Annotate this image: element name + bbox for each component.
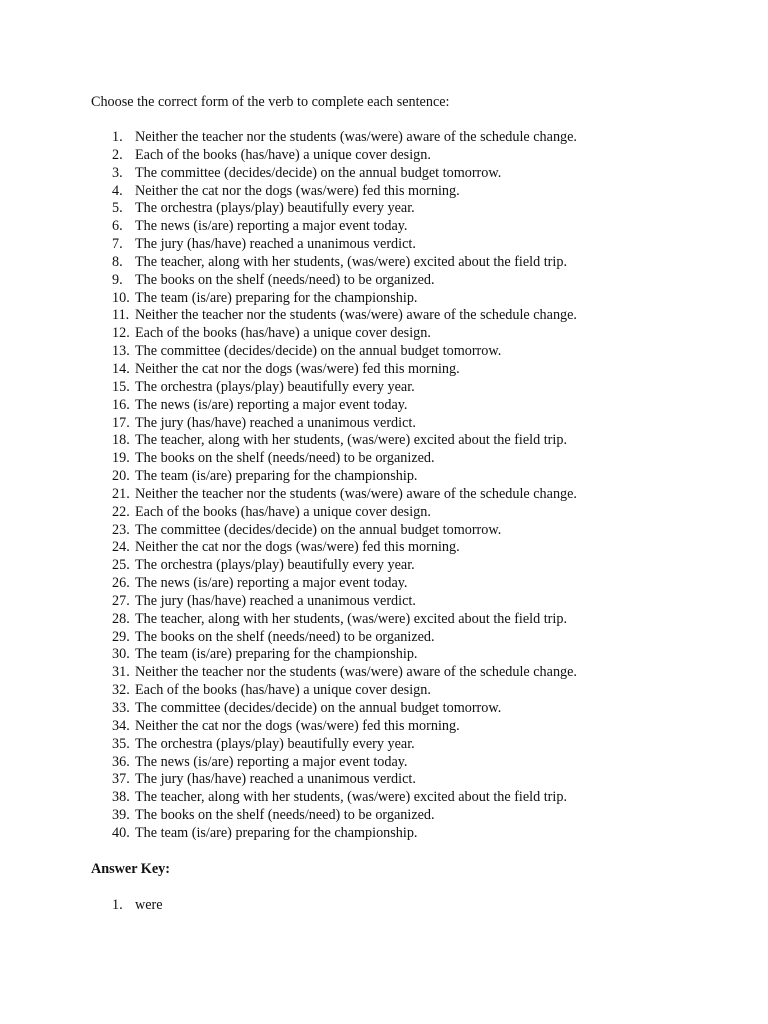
question-item-text: The books on the shelf (needs/need) to be organized. <box>135 271 435 288</box>
question-item-number-label: 34. <box>112 717 130 734</box>
question-item <box>91 504 577 522</box>
question-item <box>91 754 577 772</box>
question-item <box>91 147 577 165</box>
question-item <box>91 379 577 397</box>
question-item-number-label: 4. <box>112 182 123 199</box>
question-item <box>91 450 577 468</box>
question-item <box>91 486 577 504</box>
question-item-number-label: 19. <box>112 450 130 467</box>
question-item-number-label: 28. <box>112 610 130 627</box>
question-list <box>91 129 577 843</box>
question-item-number <box>91 218 135 236</box>
question-item-text: The orchestra (plays/play) beautifully every year. <box>135 735 415 752</box>
question-item-text: The orchestra (plays/play) beautifully every year. <box>135 200 415 217</box>
question-item-number-label: 31. <box>112 664 130 681</box>
question-item-text: Neither the cat nor the dogs (was/were) fed this morning. <box>135 360 460 377</box>
question-item <box>91 664 577 682</box>
question-item <box>91 236 577 254</box>
question-item-number-label: 13. <box>112 343 130 360</box>
question-item-number-label: 15. <box>112 378 130 395</box>
question-item-number-label: 40. <box>112 824 130 841</box>
question-item-text: The committee (decides/decide) on the annual budget tomorrow. <box>135 164 502 181</box>
question-item-text: The books on the shelf (needs/need) to be organized. <box>135 450 435 467</box>
question-item-number <box>91 415 135 433</box>
question-item-number-label: 37. <box>112 771 130 788</box>
question-item-number-label: 27. <box>112 592 130 609</box>
question-item-number <box>91 254 135 272</box>
question-item-number <box>91 825 135 843</box>
question-item-number <box>91 325 135 343</box>
question-item-number <box>91 200 135 218</box>
question-item <box>91 343 577 361</box>
question-item <box>91 183 577 201</box>
question-item-text: Neither the teacher nor the students (was/were) aware of the schedule change. <box>135 129 577 145</box>
question-item <box>91 557 577 575</box>
question-item-text: The committee (decides/decide) on the annual budget tomorrow. <box>135 343 502 360</box>
question-item-number <box>91 807 135 825</box>
question-item-number <box>91 379 135 397</box>
question-item-number <box>91 236 135 254</box>
question-item-number-label: 14. <box>112 360 130 377</box>
question-item-text: The team (is/are) preparing for the championship. <box>135 289 418 306</box>
question-item-number-label: 17. <box>112 414 130 431</box>
answer-list <box>91 897 163 915</box>
question-item-number-label: 24. <box>112 539 130 556</box>
question-item-text: The jury (has/have) reached a unanimous verdict. <box>135 236 416 253</box>
question-item-number-label: 23. <box>112 521 130 538</box>
question-item-number <box>91 129 135 147</box>
question-item <box>91 165 577 183</box>
question-item-number-label: 2. <box>112 146 123 163</box>
question-item-number-label: 32. <box>112 682 130 699</box>
question-item-text: The committee (decides/decide) on the annual budget tomorrow. <box>135 700 502 716</box>
question-item <box>91 307 577 325</box>
question-item-text: The jury (has/have) reached a unanimous verdict. <box>135 592 416 609</box>
question-item-number <box>91 700 135 718</box>
question-item-number <box>91 343 135 361</box>
question-item <box>91 218 577 236</box>
question-item-number <box>91 450 135 468</box>
question-item <box>91 575 577 593</box>
question-item-number <box>91 575 135 593</box>
question-item-text: Each of the books (has/have) a unique cover design. <box>135 682 431 699</box>
question-item-text: Neither the teacher nor the students (was/were) aware of the schedule change. <box>135 307 577 324</box>
question-item-text: The teacher, along with her students, (was/were) excited about the field trip. <box>135 253 567 270</box>
question-item <box>91 290 577 308</box>
question-item <box>91 539 577 557</box>
question-item-number-label: 18. <box>112 432 130 449</box>
question-item <box>91 593 577 611</box>
question-item <box>91 825 577 843</box>
question-item-text: The orchestra (plays/play) beautifully every year. <box>135 378 415 395</box>
question-item-number <box>91 361 135 379</box>
question-item-text: The news (is/are) reporting a major event today. <box>135 396 408 413</box>
question-item-text: Neither the cat nor the dogs (was/were) fed this morning. <box>135 717 460 734</box>
question-item-text: The teacher, along with her students, (was/were) excited about the field trip. <box>135 432 567 449</box>
question-item-text: Neither the teacher nor the students (was/were) aware of the schedule change. <box>135 664 577 681</box>
question-item-number <box>91 771 135 789</box>
question-item <box>91 718 577 736</box>
question-item <box>91 129 577 147</box>
question-item <box>91 789 577 807</box>
question-item <box>91 325 577 343</box>
question-item-number <box>91 468 135 486</box>
question-item-text: Each of the books (has/have) a unique cover design. <box>135 146 431 163</box>
question-item-number <box>91 611 135 629</box>
question-item-number-label: 7. <box>112 236 123 253</box>
question-item-text: Neither the cat nor the dogs (was/were) fed this morning. <box>135 182 460 199</box>
question-item-number <box>91 290 135 308</box>
question-item-text: The books on the shelf (needs/need) to be organized. <box>135 628 435 645</box>
question-item <box>91 807 577 825</box>
question-item-number <box>91 718 135 736</box>
question-item-text: The news (is/are) reporting a major event today. <box>135 753 408 770</box>
question-item-number <box>91 432 135 450</box>
question-item-number <box>91 307 135 325</box>
question-item-text: The committee (decides/decide) on the annual budget tomorrow. <box>135 521 502 538</box>
question-item-number-label: 38. <box>112 789 130 806</box>
question-item-number <box>91 397 135 415</box>
question-item-number-label: 8. <box>112 253 123 270</box>
question-item-number-label: 21. <box>112 485 130 502</box>
question-item-number <box>91 165 135 183</box>
question-item-number <box>91 789 135 807</box>
question-item-number-label: 6. <box>112 218 123 235</box>
question-item <box>91 522 577 540</box>
question-item-number <box>91 736 135 754</box>
question-item <box>91 646 577 664</box>
question-item-text: The teacher, along with her students, (was/were) excited about the field trip. <box>135 789 567 806</box>
question-item-text: Neither the cat nor the dogs (was/were) fed this morning. <box>135 539 460 556</box>
question-item-number <box>91 272 135 290</box>
question-item-number-label: 26. <box>112 575 130 592</box>
question-item-number-label: 10. <box>112 289 130 306</box>
question-item-number <box>91 629 135 647</box>
question-item-number <box>91 557 135 575</box>
question-item <box>91 629 577 647</box>
question-item-number-label: 35. <box>112 735 130 752</box>
question-item-number-label: 20. <box>112 468 130 485</box>
question-item-text: Neither the teacher nor the students (was/were) aware of the schedule change. <box>135 485 577 502</box>
question-item-text: The jury (has/have) reached a unanimous verdict. <box>135 771 416 788</box>
question-item-number <box>91 486 135 504</box>
question-item-number-label: 25. <box>112 557 130 574</box>
question-item-text: Each of the books (has/have) a unique cover design. <box>135 325 431 342</box>
instructions-text: Choose the correct form of the verb to complete each sentence: <box>91 94 450 110</box>
question-item <box>91 200 577 218</box>
question-item-number-label: 36. <box>112 753 130 770</box>
question-item-number <box>91 646 135 664</box>
answer-item-number <box>91 897 135 915</box>
question-item <box>91 736 577 754</box>
answer-item-number-label: 1. <box>112 897 123 913</box>
question-item-number-label: 16. <box>112 396 130 413</box>
question-item-number-label: 11. <box>112 307 130 324</box>
question-item <box>91 432 577 450</box>
question-item <box>91 771 577 789</box>
question-item <box>91 272 577 290</box>
question-item-text: The teacher, along with her students, (was/were) excited about the field trip. <box>135 610 567 627</box>
question-item-number-label: 12. <box>112 325 130 342</box>
question-item <box>91 700 577 718</box>
question-item-number <box>91 504 135 522</box>
question-item <box>91 361 577 379</box>
question-item-text: The team (is/are) preparing for the championship. <box>135 646 418 663</box>
question-item-text: Each of the books (has/have) a unique cover design. <box>135 503 431 520</box>
question-item-number <box>91 539 135 557</box>
question-item-number <box>91 682 135 700</box>
question-item <box>91 468 577 486</box>
question-item-number <box>91 754 135 772</box>
question-item <box>91 611 577 629</box>
question-item-text: The team (is/are) preparing for the championship. <box>135 468 418 485</box>
question-item-number <box>91 147 135 165</box>
answer-key-heading: Answer Key: <box>91 861 170 877</box>
question-item-number-label: 30. <box>112 646 130 663</box>
question-item-number-label: 29. <box>112 628 130 645</box>
question-item-text: The books on the shelf (needs/need) to be organized. <box>135 807 435 824</box>
question-item-number <box>91 593 135 611</box>
question-item-number <box>91 183 135 201</box>
question-item-text: The team (is/are) preparing for the championship. <box>135 824 418 841</box>
question-item-number-label: 33. <box>112 700 130 716</box>
question-item-number-label: 3. <box>112 164 123 181</box>
question-item <box>91 682 577 700</box>
question-item <box>91 397 577 415</box>
question-item-number <box>91 664 135 682</box>
question-item-text: The news (is/are) reporting a major event today. <box>135 218 408 235</box>
question-item-number-label: 5. <box>112 200 123 217</box>
answer-item-text: were <box>135 897 163 913</box>
question-item-number-label: 39. <box>112 807 130 824</box>
question-item <box>91 254 577 272</box>
question-item-text: The jury (has/have) reached a unanimous verdict. <box>135 414 416 431</box>
question-item-text: The news (is/are) reporting a major event today. <box>135 575 408 592</box>
question-item <box>91 415 577 433</box>
question-item-number <box>91 522 135 540</box>
question-item-number-label: 22. <box>112 503 130 520</box>
answer-item <box>91 897 163 915</box>
question-item-text: The orchestra (plays/play) beautifully every year. <box>135 557 415 574</box>
question-item-number-label: 1. <box>112 129 123 145</box>
question-item-number-label: 9. <box>112 271 123 288</box>
